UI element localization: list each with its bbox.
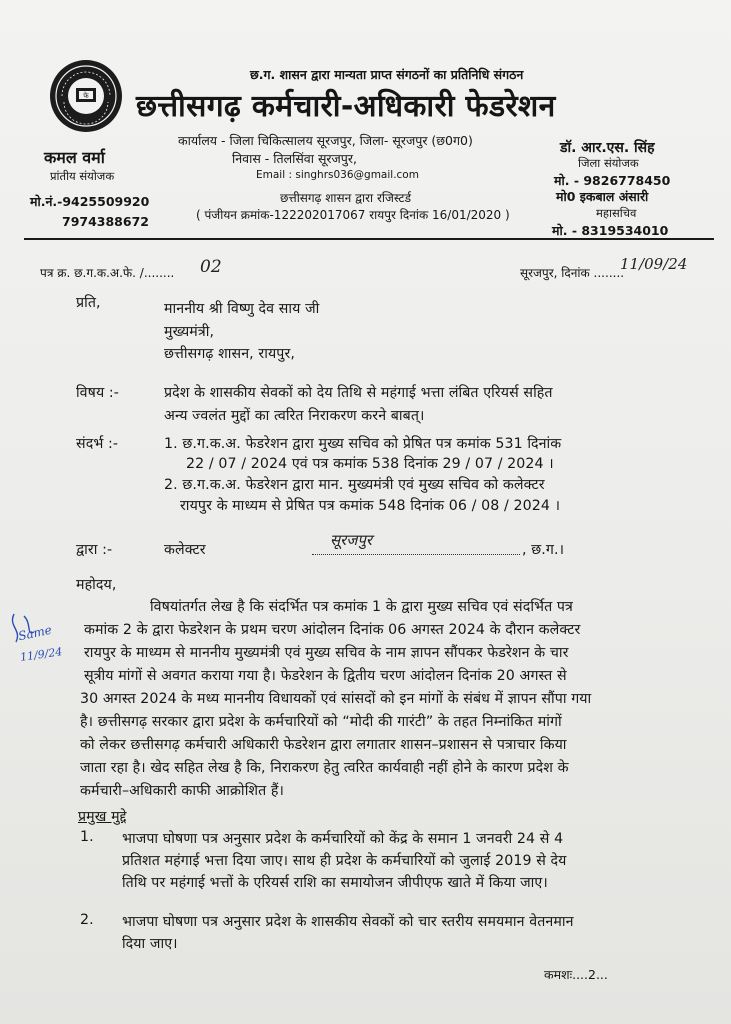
contact-name: कमल वर्मा xyxy=(44,148,105,167)
margin-handwritten-note xyxy=(4,606,84,676)
recipient-line: माननीय श्री विष्णु देव साय जी xyxy=(164,301,320,317)
federation-logo-seal xyxy=(48,58,124,134)
handwritten-date: 11/09/24 xyxy=(620,255,688,273)
body-line: कर्मचारी–अधिकारी काफी आक्रोशित हैं। xyxy=(80,783,285,799)
residence-address: निवास - तिलसिंवा सूरजपुर, xyxy=(232,151,357,166)
contact-designation: प्रांतीय संयोजक xyxy=(50,169,115,183)
recipient-line: छत्तीसगढ़ शासन, रायपुर, xyxy=(164,346,295,362)
letter-reference-number: 02 xyxy=(200,257,222,277)
via-value: कलेक्टर xyxy=(164,542,206,558)
margin-note-line: 11/9/24 xyxy=(19,645,64,664)
reference-item-cont: 22 / 07 / 2024 एवं पत्र कमांक 538 दिनांक 29 / 07 / 2024 । xyxy=(186,456,554,472)
to-label: प्रति, xyxy=(76,295,101,311)
body-line: को लेकर छत्तीसगढ़ कर्मचारी अधिकारी फेडरेशन द्वारा लगातार शासन–प्रशासन से पत्राचार किया xyxy=(80,737,567,753)
subject-label: विषय :- xyxy=(76,385,120,401)
issue-line: तिथि पर महंगाई भत्तों के एरियर्स राशि का समायोजन जीपीएफ खाते में किया जाए। xyxy=(122,875,548,891)
body-line: रायपुर के माध्यम से माननीय मुख्यमंत्री एवं मुख्य सचिव के नाम ज्ञापन सौंपकर फेडरेशन के चार xyxy=(84,645,569,661)
letter-reference-label: पत्र क्र. छ.ग.क.अ.फे. /........ xyxy=(40,266,175,280)
svg-text:फे: फे xyxy=(83,92,89,100)
reference-item-cont: रायपुर के माध्यम से प्रेषित पत्र कमांक 548 दिनांक 06 / 08 / 2024 । xyxy=(180,498,561,514)
issue-line: भाजपा घोषणा पत्र अनुसार प्रदेश के शासकीय सेवकों को चार स्तरीय समयमान वेतनमान xyxy=(122,914,574,930)
registered-line: छत्तीसगढ़ शासन द्वारा रजिस्टर्ड xyxy=(280,191,412,205)
secondary-contact-name: मो0 इकबाल अंसारी xyxy=(556,189,649,204)
organization-title: छत्तीसगढ़ कर्मचारी-अधिकारी फेडरेशन xyxy=(136,89,556,124)
reference-item: 1. छ.ग.क.अ. फेडरेशन द्वारा मुख्य सचिव को प्रेषित पत्र कमांक 531 दिनांक xyxy=(164,436,562,452)
contact-phone: मो. - 9826778450 xyxy=(554,173,671,188)
secondary-contact-phone: मो. - 8319534010 xyxy=(552,223,669,238)
issues-heading: प्रमुख मुद्दे xyxy=(78,809,127,825)
office-address: कार्यालय - जिला चिकित्सालय सूरजपुर, जिला- सूरजपुर (छ0ग0) xyxy=(178,133,473,148)
body-line: 30 अगस्त 2024 के मध्य माननीय विधायकों एवं सांसदों को इन मांगों के संबंध में ज्ञापन सौंपा गया xyxy=(80,691,592,707)
body-line: है। छत्तीसगढ़ सरकार द्वारा प्रदेश के कर्मचारियों को “मोदी की गारंटी” के तहत निम्नांकित मांगों xyxy=(80,714,562,730)
contact-phone-alt: 7974388672 xyxy=(62,214,149,229)
issue-line: दिया जाए। xyxy=(122,936,178,952)
place-date-label: सूरजपुर, दिनांक ........ xyxy=(520,266,625,280)
email-line: Email : singhrs036@gmail.com xyxy=(256,169,419,181)
issue-line: भाजपा घोषणा पत्र अनुसार प्रदेश के कर्मचारियों को केंद्र के समान 1 जनवरी 24 से 4 xyxy=(122,831,564,847)
secondary-contact-designation: महासचिव xyxy=(596,206,637,220)
contact-phone: मो.नं.-9425509920 xyxy=(30,194,150,209)
reference-item: 2. छ.ग.क.अ. फेडरेशन द्वारा मान. मुख्यमंत्री एवं मुख्य सचिव को कलेक्टर xyxy=(164,477,545,493)
body-line: जाता रहा है। खेद सहित लेख है कि, निराकरण हेतु त्वरित कार्यवाही नहीं होने के कारण प्रदेश के xyxy=(80,760,569,776)
body-line: सूत्रीय मांगों से अवगत कराया गया है। फेडरेशन के द्वितीय चरण आंदोलन दिनांक 20 अगस्त से xyxy=(84,668,567,684)
continuation-marker: कमशः....2... xyxy=(544,967,608,982)
recognition-line: छ.ग. शासन द्वारा मान्यता प्राप्त संगठनों का प्रतिनिधि संगठन xyxy=(250,67,524,82)
via-label: द्वारा :- xyxy=(76,542,113,558)
contact-name: डॉ. आर.एस. सिंह xyxy=(560,140,655,156)
subject-line: प्रदेश के शासकीय सेवकों को देय तिथि से महंगाई भत्ता लंबित एरियर्स सहित xyxy=(164,385,553,401)
registration-number: ( पंजीयन क्रमांक-122202017067 रायपुर दिनांक 16/01/2020 ) xyxy=(196,208,510,222)
issue-number: 2. xyxy=(80,912,94,928)
via-handwritten: सूरजपुर xyxy=(330,531,373,549)
body-line: कमांक 2 के द्वारा फेडरेशन के प्रथम चरण आंदोलन दिनांक 06 अगस्त 2024 के दौरान कलेक्टर xyxy=(84,622,581,638)
reference-label: संदर्भ :- xyxy=(76,436,119,452)
issue-line: प्रतिशत महंगाई भत्ता दिया जाए। साथ ही प्रदेश के कर्मचारियों को जुलाई 2019 से देय xyxy=(122,853,567,869)
margin-note-line: Same xyxy=(16,622,53,644)
recipient-line: मुख्यमंत्री, xyxy=(164,324,215,340)
pen-scribble-icon xyxy=(4,606,84,676)
subject-line: अन्य ज्वलंत मुद्दों का त्वरित निराकरण करने बाबत्। xyxy=(164,408,425,424)
via-state: , छ.ग.। xyxy=(522,542,565,558)
body-line: विषयांतर्गत लेख है कि संदर्भित पत्र कमांक 1 के द्वारा मुख्य सचिव एवं संदर्भित पत्र xyxy=(150,599,573,615)
header-divider xyxy=(24,238,714,240)
issue-number: 1. xyxy=(80,829,94,845)
contact-designation: जिला संयोजक xyxy=(578,156,639,170)
salutation: महोदय, xyxy=(76,577,117,593)
